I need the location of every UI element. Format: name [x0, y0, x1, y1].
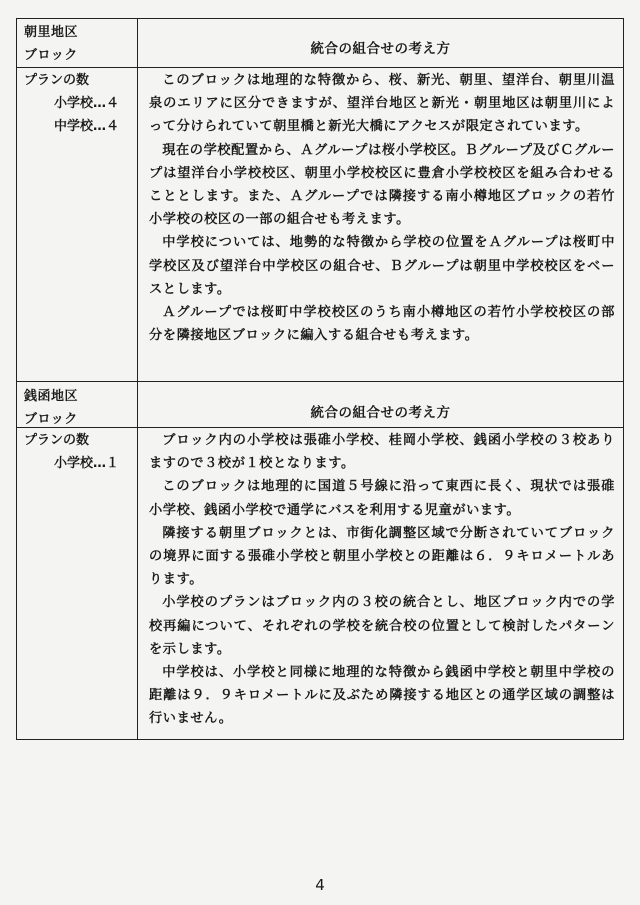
paragraph: このブロックは地理的に国道５号線に沿って東西に長く、現状では張碓小学校、銭函小学校で通学にバスを利用する児童がいます。 [149, 479, 615, 518]
block-label-line1: 朝里地区 [24, 25, 79, 40]
page-number: 4 [315, 876, 325, 894]
paragraph: 隣接する朝里ブロックとは、市街化調整区域で分断されていてブロックの境界に面する張碓小学校と朝里小学校との距離は６．９キロメートルあります。 [149, 525, 615, 588]
block-label-zenibako [24, 385, 78, 431]
plan-count-zenibako [24, 429, 119, 475]
row-divider [17, 381, 623, 382]
plan-count-asari [24, 69, 119, 138]
block-label-asari [24, 21, 78, 67]
block-label-line2: ブロック [24, 48, 78, 63]
paragraph: 中学校は、小学校と同様に地理的な特徴から銭函中学校と朝里中学校の距離は９．９キロメートルに及ぶため隣接する地区との通学区域の調整は行いません。 [149, 665, 615, 727]
elementary-count: 小学校…１ [54, 456, 120, 471]
elementary-count: 小学校…４ [54, 96, 120, 111]
column-divider [137, 19, 138, 739]
section-heading: 統合の組合せの考え方 [310, 405, 451, 421]
block-label-line2: ブロック [24, 412, 78, 427]
section-heading: 統合の組合せの考え方 [310, 41, 451, 57]
plan-title: プランの数 [24, 73, 90, 88]
paragraph: Ａグループでは桜町中学校校区のうち南小樽地区の若竹小学校校区の部分を隣接地区ブロックに編入する組合せも考えます。 [149, 305, 615, 344]
plan-table [16, 18, 624, 740]
plan-title: プランの数 [24, 433, 90, 448]
section-body-asari [149, 69, 615, 347]
row-divider [17, 427, 623, 428]
paragraph: 現在の学校配置から、Ａグループは桜小学校区。Ｂグループ及びＣグループは望洋台小学校校区、朝里小学校校区に豊倉小学校校区を組み合わせることとします。また、Ａグループでは隣接する南小樽地区ブロックの若竹小学校の校区の一部の組合せも考えます。 [149, 142, 615, 228]
junior-high-count: 中学校…４ [54, 119, 120, 134]
block-label-line1: 銭函地区 [24, 389, 79, 404]
paragraph: 小学校のプランはブロック内の３校の統合とし、地区ブロック内での学校再編について、それぞれの学校を統合校の位置として検討したパターンを示します。 [149, 595, 615, 657]
row-divider [17, 67, 623, 68]
paragraph: このブロックは地理的な特徴から、桜、新光、朝里、望洋台、朝里川温泉のエリアに区分できますが、望洋台地区と新光・朝里地区は朝里川によって分けられていて朝里橋と新光大橋にアクセスが限定されています。 [149, 73, 615, 135]
section-body-zenibako [149, 429, 615, 731]
paragraph: 中学校については、地勢的な特徴から学校の位置をＡグループは桜町中学校区及び望洋台中学校区の組合せ、Ｂグループは朝里中学校校区をベースとします。 [149, 235, 615, 297]
paragraph: ブロック内の小学校は張碓小学校、桂岡小学校、銭函小学校の３校ありますので３校が１校となります。 [149, 433, 615, 472]
